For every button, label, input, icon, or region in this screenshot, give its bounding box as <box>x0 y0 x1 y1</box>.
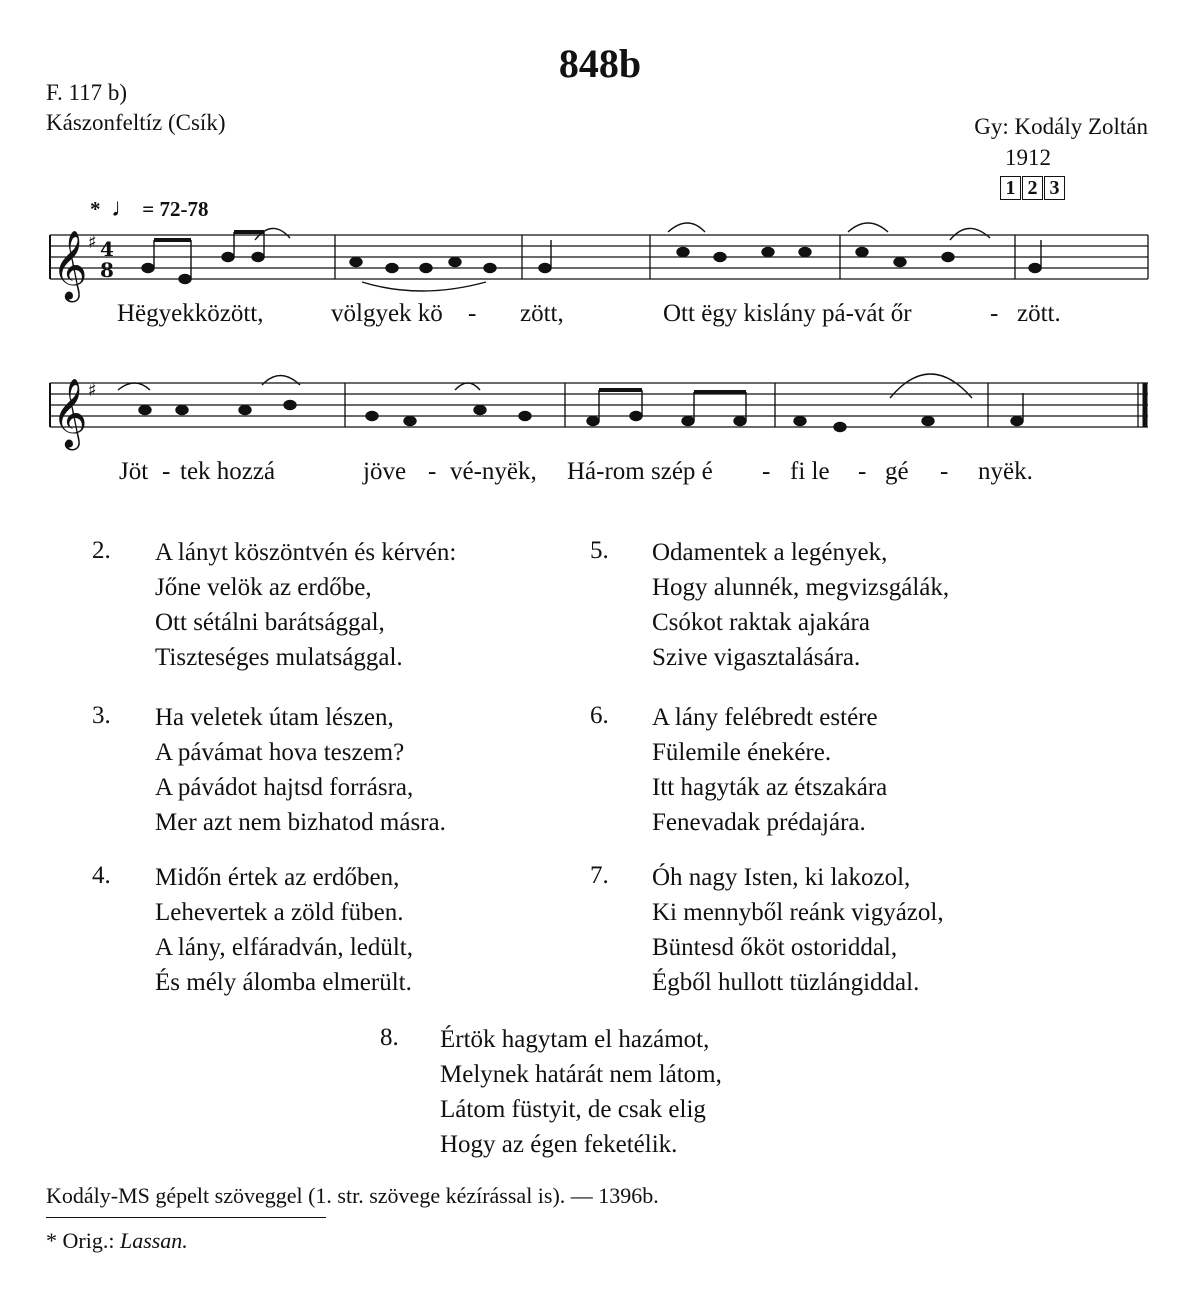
footnote-italic: Lassan. <box>119 1228 188 1253</box>
lyric-syllable: - <box>858 458 867 485</box>
footnote <box>46 1228 188 1254</box>
music-staff <box>0 0 1200 500</box>
verse-line: A lány felébredt estére <box>652 704 878 731</box>
lyric-syllable: tek hozzá <box>180 458 276 485</box>
verse-line: Itt hagyták az étszakára <box>652 774 888 801</box>
tempo-value: = 72-78 <box>142 197 209 221</box>
verse-line: Óh nagy Isten, ki lakozol, <box>652 864 911 891</box>
lyric-syllable: gé <box>885 458 909 485</box>
lyric-syllable: - <box>162 458 171 485</box>
svg-text:♯: ♯ <box>88 232 97 253</box>
verse-line: Csókot raktak ajakára <box>652 609 870 636</box>
lyric-syllable: - <box>940 458 949 485</box>
box-number: 3 <box>1044 176 1065 200</box>
verse-line: Mer azt nem bizhatod másra. <box>155 809 446 836</box>
verse-number: 5. <box>590 537 609 564</box>
svg-text:𝄞: 𝄞 <box>52 378 88 448</box>
verse-line: Büntesd őköt ostoriddal, <box>652 934 898 961</box>
verse-line: Égből hullott tüzlángiddal. <box>652 969 920 996</box>
verse-line: A pávámat hova teszem? <box>155 739 405 766</box>
source-note: Kodály-MS gépelt szöveggel (1. str. szövege kézírással is). — 1396b. <box>46 1183 659 1208</box>
box-number: 1 <box>1000 176 1021 200</box>
verse-line: Odamentek a legények, <box>652 539 888 566</box>
svg-text:𝄞: 𝄞 <box>52 230 88 300</box>
verse-line: Melynek határát nem látom, <box>440 1061 722 1088</box>
lyric-syllable: Há-rom szép é <box>567 458 713 485</box>
footnote-prefix: * Orig.: <box>46 1228 115 1253</box>
svg-text:8: 8 <box>100 258 114 282</box>
svg-text:4: 4 <box>100 237 114 261</box>
box-number: 2 <box>1022 176 1043 200</box>
collection-year: 1912 <box>1005 145 1051 170</box>
verse-8 <box>440 1022 722 1162</box>
verse-line: Ki mennyből reánk vigyázol, <box>652 899 944 926</box>
verse-6 <box>652 700 887 840</box>
quarter-note-icon: ♩ <box>111 193 137 222</box>
lyric-syllable: - <box>990 300 999 327</box>
verse-number: 2. <box>92 537 111 564</box>
verse-number: 3. <box>92 702 111 729</box>
collector: Gy: Kodály Zoltán <box>974 114 1148 139</box>
verse-5 <box>652 535 949 675</box>
verse-number: 4. <box>92 862 111 889</box>
footnote-star: * <box>90 197 101 221</box>
verse-line: Jőne velök az erdőbe, <box>155 574 372 601</box>
lyric-syllable: vé-nyëk, <box>450 458 537 485</box>
lyric-syllable: zött, <box>520 300 564 327</box>
lyric-syllable: zött. <box>1017 300 1061 327</box>
verse-line: A pávádot hajtsd forrásra, <box>155 774 414 801</box>
verse-line: Ott sétálni barátsággal, <box>155 609 385 636</box>
verse-4 <box>155 860 413 1000</box>
collection-location: Kászonfeltíz (Csík) <box>46 110 226 135</box>
lyric-syllable: Ott ëgy kislány pá-vát őr <box>663 300 912 327</box>
lyric-syllable: - <box>428 458 437 485</box>
verse-line: És mély álomba elmerült. <box>155 969 412 996</box>
lyric-syllable: fi le <box>790 458 830 485</box>
verse-number: 7. <box>590 862 609 889</box>
lyric-syllable: Jöt <box>119 458 149 485</box>
verse-line: Lehevertek a zöld füben. <box>155 899 404 926</box>
verse-line: A lányt köszöntvén és kérvén: <box>155 539 457 566</box>
verse-line: Fenevadak prédajára. <box>652 809 866 836</box>
verse-line: Midőn értek az erdőben, <box>155 864 400 891</box>
verse-line: Hogy az égen feketélik. <box>440 1131 678 1158</box>
lyric-syllable: - <box>468 300 477 327</box>
source-reference: F. 117 b) <box>46 80 128 105</box>
verse-line: Hogy alunnék, megvizsgálák, <box>652 574 950 601</box>
svg-text:♯: ♯ <box>88 380 97 401</box>
verse-line: Szive vigasztalására. <box>652 644 861 671</box>
song-number: 848b <box>558 41 642 86</box>
verse-line: Értök hagytam el hazámot, <box>440 1026 710 1053</box>
lyric-syllable: nyëk. <box>978 458 1033 485</box>
verse-7 <box>652 860 944 1000</box>
verse-line: Fülemile énekére. <box>652 739 832 766</box>
verse-line: A lány, elfáradván, ledült, <box>155 934 414 961</box>
lyric-syllable: Hëgyekközött, <box>117 300 264 327</box>
verse-3 <box>155 700 446 840</box>
lyric-syllable: jöve <box>363 458 407 485</box>
verse-line: Látom füstyit, de csak elig <box>440 1096 706 1123</box>
verse-2 <box>155 535 456 675</box>
footnote-divider <box>46 1217 326 1218</box>
verse-number: 6. <box>590 702 609 729</box>
lyric-syllable: völgyek kö <box>331 300 443 327</box>
verse-number: 8. <box>380 1024 399 1051</box>
lyric-syllable: - <box>762 458 771 485</box>
verse-line: Tiszteséges mulatsággal. <box>155 644 403 671</box>
verse-line: Ha veletek útam lészen, <box>155 704 394 731</box>
